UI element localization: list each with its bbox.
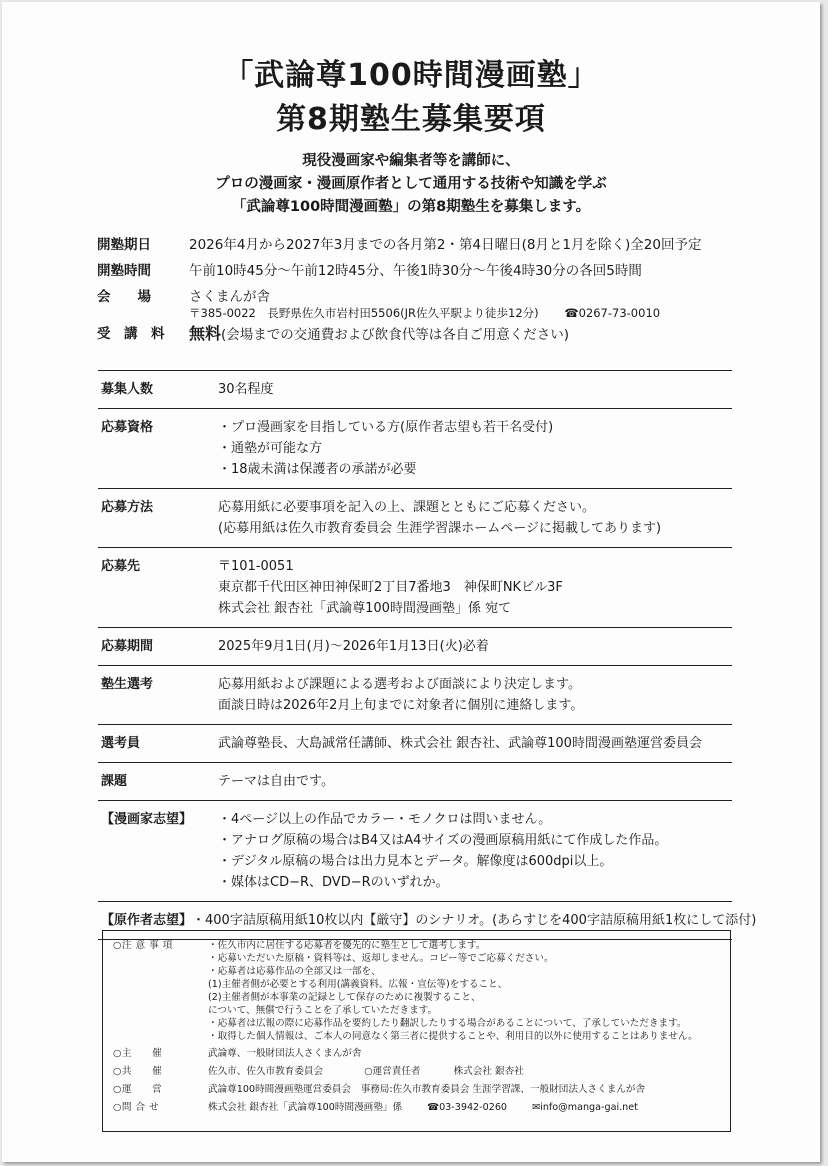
selection-line: 応募用紙および課題による選考および面談により決定します。: [218, 677, 581, 692]
cohost-value: 佐久市、佐久市教育委員会: [208, 1066, 324, 1077]
fee-label: 受 講 料: [97, 326, 165, 342]
manager-label: ○運営責任者: [364, 1066, 421, 1077]
caution-line: ・応募者は応募作品の全部又は一部を、: [208, 966, 381, 977]
list-item: ・18歳未満は保護者の承諾が必要: [218, 462, 417, 477]
manager-value: 株式会社 銀杏社: [453, 1066, 524, 1077]
fee-row: [97, 321, 737, 348]
caution-line: (2)主催者側が本事業の記録として保存のために複製すること、: [208, 992, 481, 1003]
fee-free: 無料: [189, 324, 222, 343]
venue-address: 〒385-0022 長野県佐久市岩村田5506(JR佐久平駅より徒歩12分): [189, 306, 539, 320]
operation-value: 武論尊100時間漫画塾運営委員会 事務局:佐久市教育委員会 生涯学習課、一般財団法人さくまんが舎: [208, 1084, 646, 1095]
caution-label: ○注 意 事 項: [113, 940, 173, 951]
intro-line: 「武論尊100時間漫画塾」の第8期塾生を募集します。: [231, 199, 591, 215]
table-row: [98, 628, 732, 666]
destination-label: 応募先: [101, 559, 141, 574]
theme-value: テーマは自由です。: [218, 774, 334, 789]
venue-label: 会 場: [97, 289, 151, 305]
table-row: [98, 725, 732, 763]
host-label: ○主 催: [113, 1048, 163, 1059]
contact-row: [113, 1101, 720, 1115]
judges-value: 武論尊塾長、大島誠常任講師、株式会社 銀杏社、武論尊100時間漫画塾運営委員会: [218, 736, 702, 751]
table-row: [98, 801, 732, 902]
venue-tel: 0267-73-0010: [578, 306, 661, 320]
basic-info: [97, 232, 737, 348]
list-item: ・デジタル原稿の場合は出力見本とデータ。解像度は600dpi以上。: [218, 854, 613, 869]
capacity-label: 募集人数: [101, 382, 154, 397]
operation-row: [113, 1083, 720, 1097]
caution-line: ・取得した個人情報は、ご本人の同意なく第三者に提供することや、利用目的以外に使用することはありません。: [208, 1031, 698, 1042]
venue-address-row: [97, 305, 737, 321]
qualification-label: 応募資格: [101, 420, 154, 435]
phone-icon: ☎: [564, 306, 579, 320]
time-value: 午前10時45分～午前12時45分、午後1時30分～午後4時30分の各回5時間: [189, 263, 642, 279]
cohost-row: [113, 1065, 720, 1079]
writer-value: ・400字詰原稿用紙10枚以内【厳守】のシナリオ。(あらすじを400字詰原稿用紙1枚にして添付): [192, 913, 757, 928]
period-row: [97, 232, 737, 258]
table-row: [98, 489, 732, 548]
caution-section: [113, 939, 720, 1043]
destination-line: 〒101-0051: [218, 559, 294, 574]
contact-value: 株式会社 銀杏社「武論尊100時間漫画塾」係: [208, 1102, 403, 1113]
selection-label: 塾生選考: [101, 677, 154, 692]
destination-line: 東京都千代田区神田神保町2丁目7番地3 神保町NKビル3F: [218, 580, 563, 595]
mail-icon: ✉: [532, 1102, 541, 1113]
phone-icon: ☎: [427, 1102, 440, 1113]
table-row: [98, 763, 732, 801]
list-item: ・プロ漫画家を目指している方(原作者志望も若干名受付): [218, 420, 554, 435]
document-page: [2, 2, 820, 1162]
caution-line: ・佐久市内に居住する応募者を優先的に塾生として選考します。: [208, 940, 486, 951]
table-row: [98, 409, 732, 489]
fee-note: (会場までの交通費および飲食代等は各自ご用意ください): [221, 327, 570, 343]
table-row: [98, 371, 732, 409]
time-row: [97, 258, 737, 284]
deadline-value: 2025年9月1日(月)～2026年1月13日(火)必着: [218, 639, 489, 654]
host-row: [113, 1047, 720, 1061]
list-item: ・媒体はCD−R、DVD−Rのいずれか。: [218, 875, 449, 890]
table-row: [98, 548, 732, 628]
document-subtitle: 第8期塾生募集要項: [276, 102, 546, 137]
host-value: 武論尊、一般財団法人さくまんが舎: [208, 1048, 362, 1059]
deadline-label: 応募期間: [101, 639, 154, 654]
caution-line: (1)主催者側が必要とする利用(講義資料、広報・宣伝等)をすること、: [208, 979, 508, 990]
caution-line: ・応募者は広報の際に応募作品を要約したり翻訳したりする場合があることについて、了承していただきます。: [208, 1018, 687, 1029]
caution-line: について、無償で行うことを了承していただきます。: [208, 1005, 438, 1016]
venue-value: さくまんが舎: [189, 289, 270, 305]
intro-line: 現役漫画家や編集者等を講師に、: [302, 153, 520, 169]
contact-tel: 03-3942-0260: [439, 1102, 508, 1113]
destination-line: 株式会社 銀杏社「武論尊100時間漫画塾」係 宛て: [218, 601, 512, 616]
operation-label: ○運 営: [113, 1084, 163, 1095]
manga-label: 【漫画家志望】: [101, 812, 193, 827]
contact-email[interactable]: info@manga-gai.net: [540, 1102, 638, 1113]
intro-text: [2, 150, 820, 219]
contact-label: ○問 合 せ: [113, 1102, 160, 1113]
theme-label: 課題: [101, 774, 128, 789]
judges-label: 選考員: [101, 736, 141, 751]
list-item: ・4ページ以上の作品でカラー・モノクロは問いません。: [218, 812, 552, 827]
list-item: ・通塾が可能な方: [218, 441, 323, 456]
time-label: 開塾時間: [97, 263, 151, 279]
method-line: (応募用紙は佐久市教育委員会 生涯学習課ホームページに掲載してあります): [218, 521, 662, 536]
period-label: 開塾期日: [97, 237, 151, 253]
list-item: ・アナログ原稿の場合はB4又はA4サイズの漫画原稿用紙にて作成した作品。: [218, 833, 668, 848]
table-row: [98, 666, 732, 725]
caution-line: ・応募いただいた原稿・資料等は、返却しません。コピー等でご応募ください。: [208, 953, 554, 964]
details-table: [98, 370, 757, 940]
method-label: 応募方法: [101, 500, 154, 515]
period-value: 2026年4月から2027年3月までの各月第2・第4日曜日(8月と1月を除く)全20回予定: [189, 237, 702, 253]
cohost-label: ○共 催: [113, 1066, 163, 1077]
document-title: 「武論尊100時間漫画塾」: [223, 58, 599, 93]
notes-box: [102, 930, 731, 1132]
intro-line: プロの漫画家・漫画原作者として通用する技術や知識を学ぶ: [215, 176, 607, 192]
method-line: 応募用紙に必要事項を記入の上、課題とともにご応募ください。: [218, 500, 596, 515]
writer-label: 【原作者志望】: [101, 913, 193, 928]
selection-line: 面談日時は2026年2月上旬までに対象者に個別に連絡します。: [218, 698, 584, 713]
capacity-value: 30名程度: [218, 382, 274, 397]
